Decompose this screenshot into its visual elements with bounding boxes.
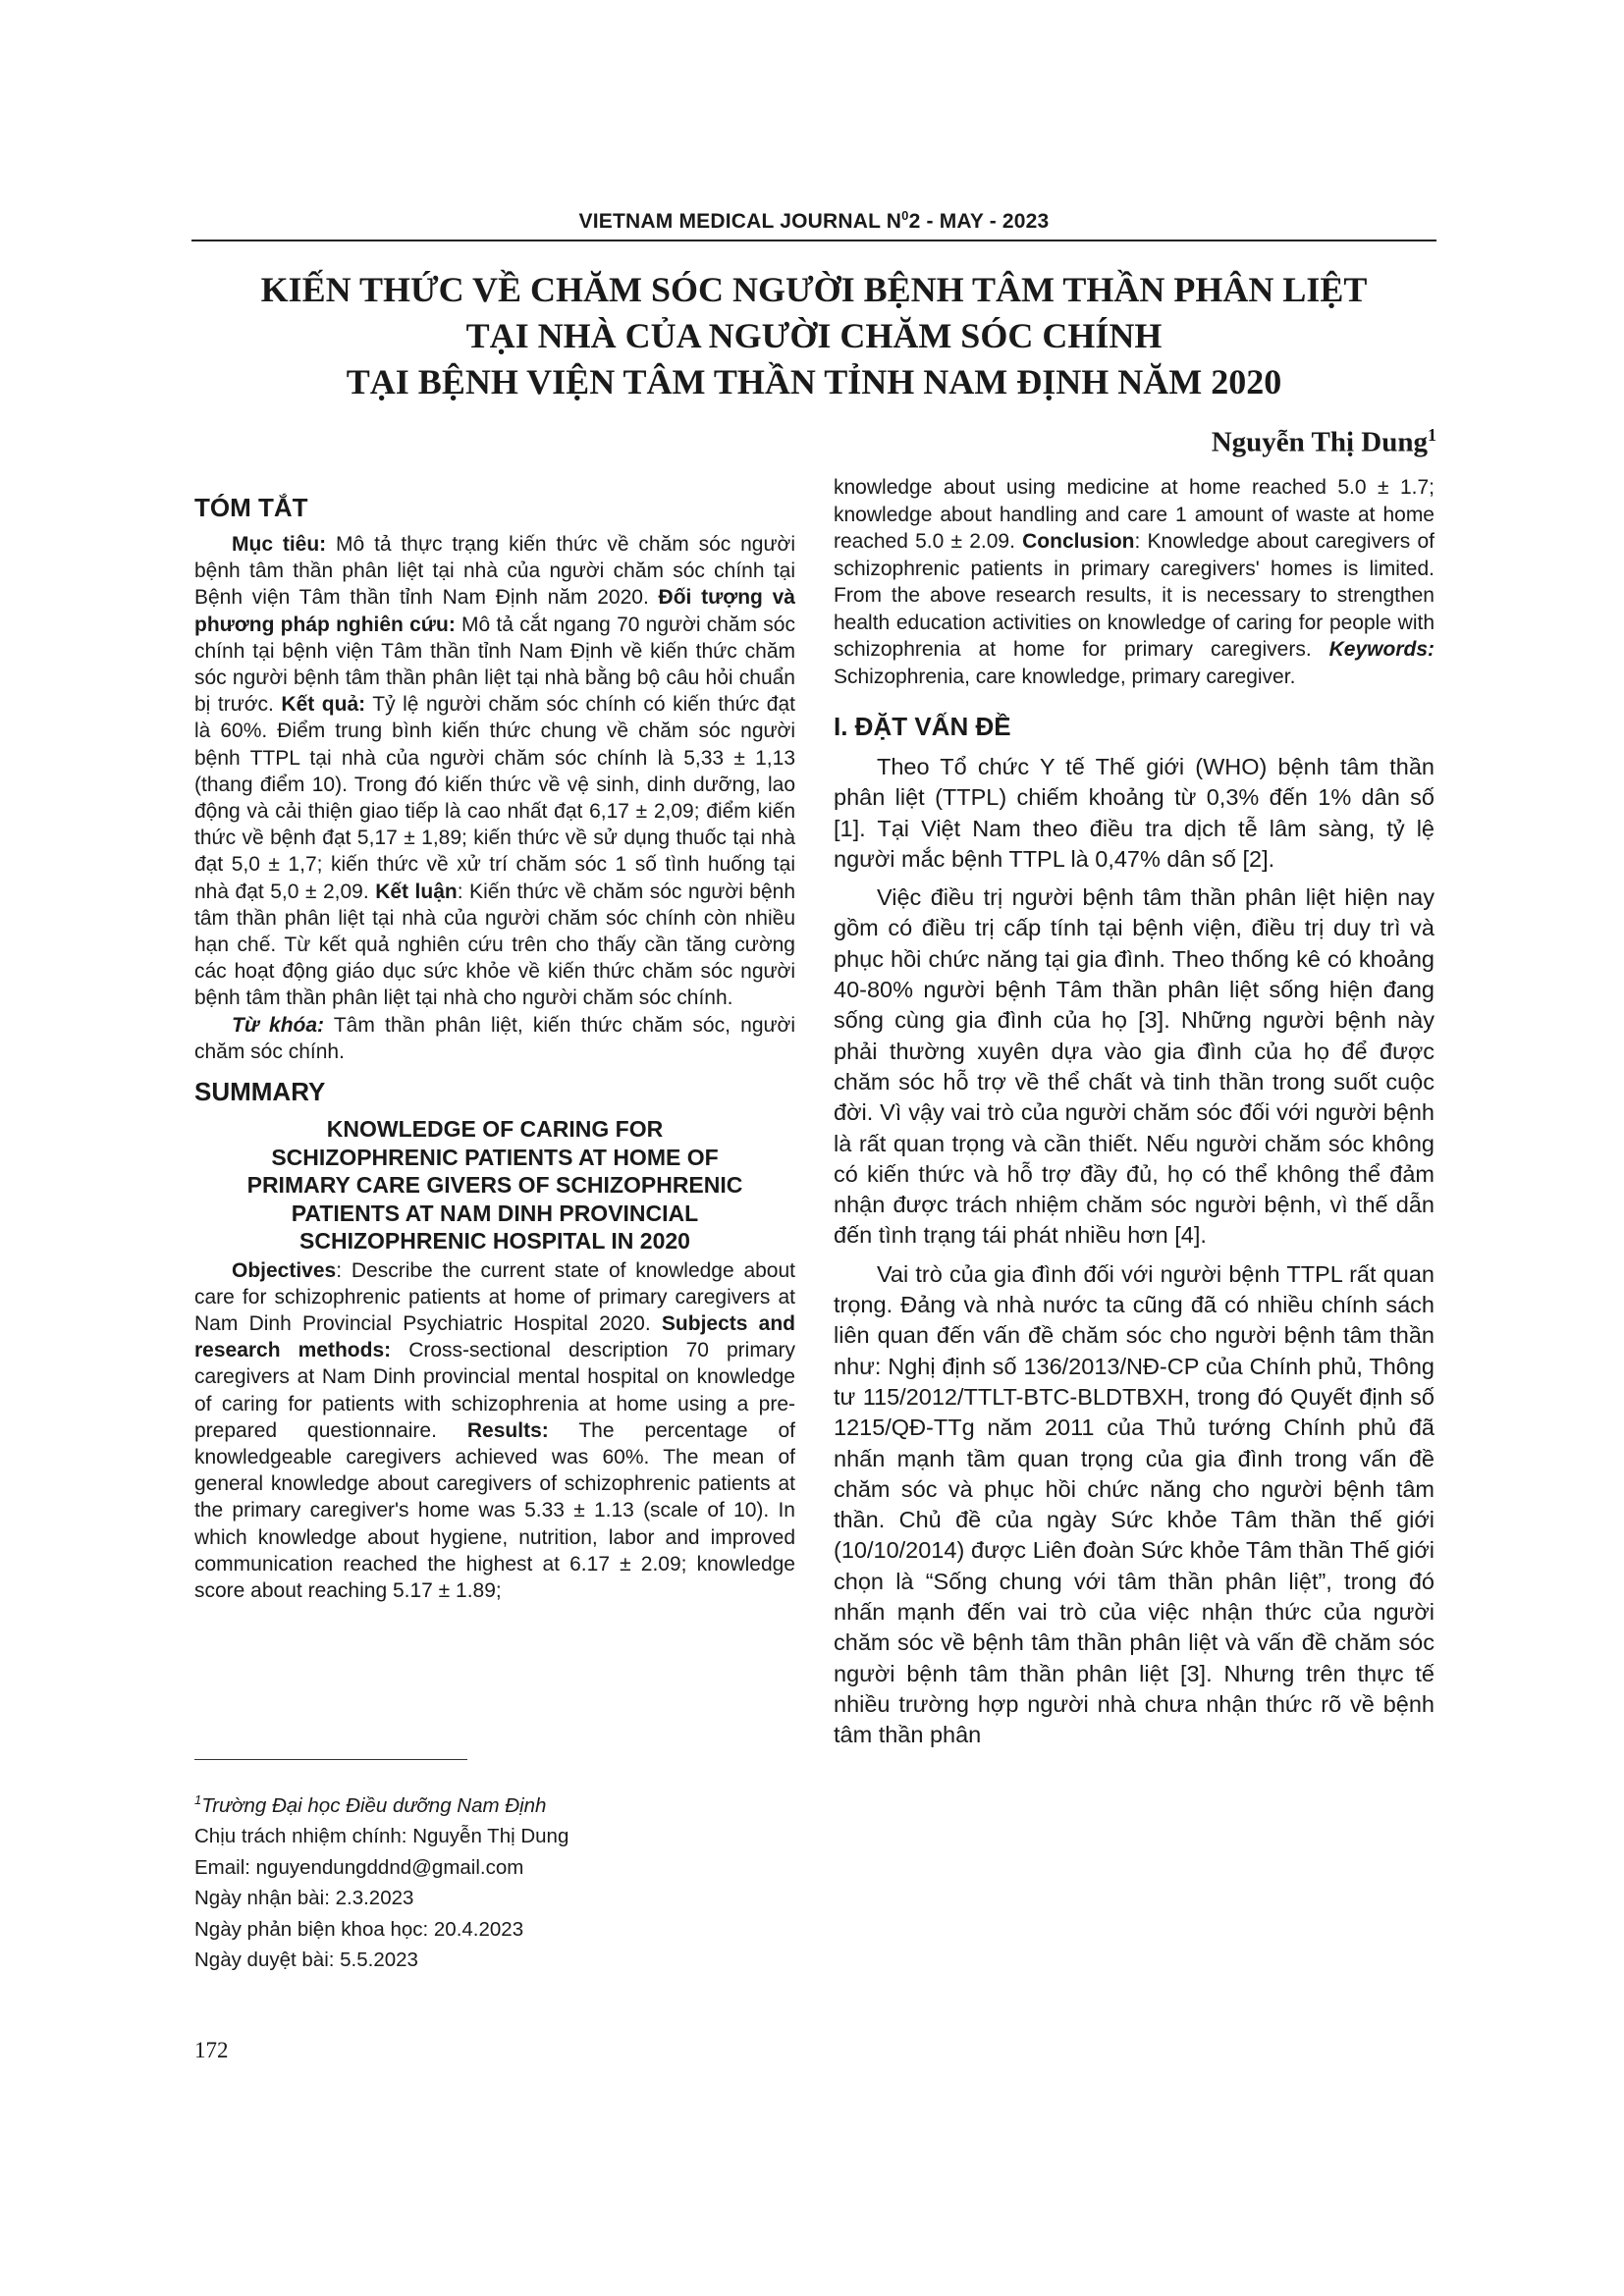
summary-body-continued [834,474,1435,690]
footnote-affiliation [194,1785,795,1821]
en-keywords-text: Schizophrenia, care knowledge, primary caregiver. [834,665,1296,688]
footnote-responsible: Chịu trách nhiệm chính: Nguyễn Thị Dung [194,1825,569,1848]
en-results-text-continued: knowledge about using medicine at home reached 5.0 ± 1.7; knowledge about handling and care 1 amount of waste at home reached 5.0 ± 2.09. [834,476,1435,553]
title-line: TẠI NHÀ CỦA NGƯỜI CHĂM SÓC CHÍNH [465,316,1163,355]
conclusion-label: Kết luận [375,880,458,903]
article-title [191,267,1436,405]
summary-title-line: PRIMARY CARE GIVERS OF SCHIZOPHRENIC [246,1172,743,1199]
footnote-reviewed: Ngày phản biện khoa học: 20.4.2023 [194,1917,524,1941]
affiliation-text: Trường Đại học Điều dưỡng Nam Định [201,1793,547,1817]
summary-heading: SUMMARY [194,1077,326,1107]
vn-abstract-body [194,531,795,1012]
intro-heading: I. ĐẶT VẤN ĐỀ [834,712,1011,741]
summary-title [194,1115,795,1255]
summary-title-line: SCHIZOPHRENIC PATIENTS AT HOME OF [271,1144,719,1170]
summary-title-line: SCHIZOPHRENIC HOSPITAL IN 2020 [299,1228,690,1255]
objectives-text: : Describe the current state of knowledge about care for schizophrenic patients at home of primary caregivers at Nam Dinh Provincial Psychiatric Hospital 2020. [194,1258,795,1335]
left-column [194,483,795,1604]
methods-label: Đối tượng và phương pháp nghiên cứu: [194,586,795,636]
journal-issue-sup: 0 [901,208,909,223]
header-rule [191,240,1436,241]
footnote-received: Ngày nhận bài: 2.3.2023 [194,1887,414,1910]
summary-title-line: KNOWLEDGE OF CARING FOR [326,1116,664,1143]
intro-paragraph: Theo Tổ chức Y tế Thế giới (WHO) bệnh tâm thần phân liệt (TTPL) chiếm khoảng từ 0,3% đến 1% dân số [1]. Tại Việt Nam theo điều tra dịch tễ lâm sàng, tỷ lệ người mắc bệnh TTPL là 0,47% dân số [2]. [834,754,1435,872]
results-text: Tỷ lệ người chăm sóc chính có kiến thức đạt là 60%. Điểm trung bình kiến thức chung về chăm sóc người bệnh TTPL tại nhà của người chăm sóc chính là 5,33 ± 1,13 (thang điểm 10). Trong đó kiến thức về vệ sinh, dinh dưỡng, lao động và cải thiện giao tiếp là cao nhất đạt 6,17 ± 2,09; điểm kiến thức về bệnh đạt 5,17 ± 1,89; kiến thức về sử dụng thuốc tại nhà đạt 5,0 ± 1,7; kiến thức về xử trí chăm sóc 1 số tình huống tại nhà đạt 5,0 ± 2,09. [194,693,795,903]
objectives-label: Objectives [232,1258,337,1282]
en-conclusion-label: Conclusion [1022,530,1135,553]
en-conclusion-text: : Knowledge about caregivers of schizophrenic patients in primary caregivers' homes is limited. From the above research results, it is necessary to strengthen health education activities on knowledge of caring for people with schizophrenia at home for primary caregivers. [834,530,1435,661]
title-line: TẠI BỆNH VIỆN TÂM THẦN TỈNH NAM ĐỊNH NĂM 2020 [346,362,1282,401]
objective-label: Mục tiêu: [232,533,327,556]
keywords-text: Tâm thần phân liệt, kiến thức chăm sóc, người chăm sóc chính. [194,1013,795,1063]
conclusion-text: : Kiến thức về chăm sóc người bệnh tâm thần phân liệt tại nhà của người chăm sóc chính còn nhiều hạn chế. Từ kết quả nghiên cứu trên cho thấy cần tăng cường các hoạt động giáo dục sức khỏe về kiến thức chăm sóc người bệnh tâm thần phân liệt tại nhà cho người chăm sóc chính. [194,880,795,1010]
journal-header [191,208,1436,234]
author-affiliation-mark: 1 [1428,425,1436,445]
en-keywords-label: Keywords: [1328,638,1435,661]
results-label: Kết quả: [281,693,366,717]
title-line: KIẾN THỨC VỀ CHĂM SÓC NGƯỜI BỆNH TÂM THẦN PHÂN LIỆT [260,270,1368,309]
vn-keywords [194,1012,795,1065]
intro-paragraph: Việc điều trị người bệnh tâm thần phân liệt hiện nay gồm có điều trị cấp tính tại bệnh viện, điều trị duy trì và phục hồi chức năng tại gia đình. Theo thống kê có khoảng 40-80% người bệnh Tâm thần phân liệt sống hiện đang sống cùng gia đình của họ [3]. Những người bệnh này phải thường xuyên dựa vào gia đình của họ để được chăm sóc hỗ trợ về thể chất và tinh thần trong suốt cuộc đời. Vì vậy vai trò của người chăm sóc đối với người bệnh là rất quan trọng và cần thiết. Nếu người chăm sóc không có kiến thức và hỗ trợ đầy đủ, họ có thể không thể đảm nhận được trách nhiệm chăm sóc người bệnh, vì thế dẫn đến tình trạng tái phát nhiều hơn [4]. [834,884,1435,1249]
footnote-accepted: Ngày duyệt bài: 5.5.2023 [194,1949,418,1972]
footnotes [194,1785,795,1976]
page-number: 172 [194,2038,229,2062]
footnote-email: Email: nguyendungddnd@gmail.com [194,1855,524,1879]
en-methods-text: Cross-sectional description 70 primary caregivers at Nam Dinh provincial mental hospital on knowledge of caring for patients with schizophrenia at home using a pre-prepared questionnaire. [194,1339,796,1442]
en-methods-label: Subjects and research methods: [194,1311,795,1362]
footnote-mark: 1 [194,1792,202,1807]
intro-paragraph: Vai trò của gia đình đối với người bệnh TTPL rất quan trọng. Đảng và nhà nước ta cũng đã có nhiều chính sách liên quan đến vấn đề chăm sóc cho người bệnh tâm thần như: Nghị định số 136/2013/NĐ-CP của Chính phủ, Thông tư 115/2012/TTLT-BTC-BLDTBXH, trong đó Quyết định số 1215/QĐ-TTg năm 2011 của Thủ tướng Chính phủ đã nhấn mạnh tầm quan trọng của gia đình trong vấn đề chăm sóc và phục hồi chức năng cho người bệnh tâm thần. Chủ đề của ngày Sức khỏe Tâm thần thế giới (10/10/2014) được Liên đoàn Sức khỏe Tâm thần Thế giới chọn là “Sống chung với tâm thần phân liệt”, trong đó nhấn mạnh đến vai trò của việc nhận thức của người chăm sóc về bệnh tâm thần phân liệt và vấn đề chăm sóc người bệnh tâm thần phân liệt [3]. Nhưng trên thực tế nhiều trường hợp người nhà chưa nhận thức rõ về bệnh tâm thần phân [834,1260,1435,1748]
en-results-text: The percentage of knowledgeable caregivers achieved was 60%. The mean of general knowledge about caregivers of schizophrenic patients at the primary caregiver's home was 5.33 ± 1.13 (scale of 10). In which knowledge about hygiene, nutrition, labor and improved communication reached the highest at 6.17 ± 2.09; knowledge score about reaching 5.17 ± 1.89; [194,1418,795,1602]
objective-text: Mô tả thực trạng kiến thức về chăm sóc người bệnh tâm thần phân liệt tại nhà của người chăm sóc chính tại Bệnh viện Tâm thần tỉnh Nam Định năm 2020. [194,533,795,610]
keywords-label: Từ khóa: [232,1013,325,1037]
author [1212,425,1436,459]
journal-name: VIETNAM MEDICAL JOURNAL N [578,210,902,233]
journal-issue: 2 - MAY - 2023 [908,210,1050,233]
vn-abstract-heading: TÓM TẮT [194,493,308,522]
methods-text: Mô tả cắt ngang 70 người chăm sóc chính tại bệnh viện Tâm thần tỉnh Nam Định về kiến thức chăm sóc người bệnh tâm thần phân liệt tại nhà bằng bộ câu hỏi chuẩn bị trước. [194,613,795,717]
author-name: Nguyễn Thị Dung [1211,426,1428,458]
en-results-label: Results: [466,1418,549,1442]
summary-body [194,1257,795,1605]
right-column [834,474,1435,1759]
summary-title-line: PATIENTS AT NAM DINH PROVINCIAL [291,1200,699,1226]
footnote-rule [194,1759,467,1760]
